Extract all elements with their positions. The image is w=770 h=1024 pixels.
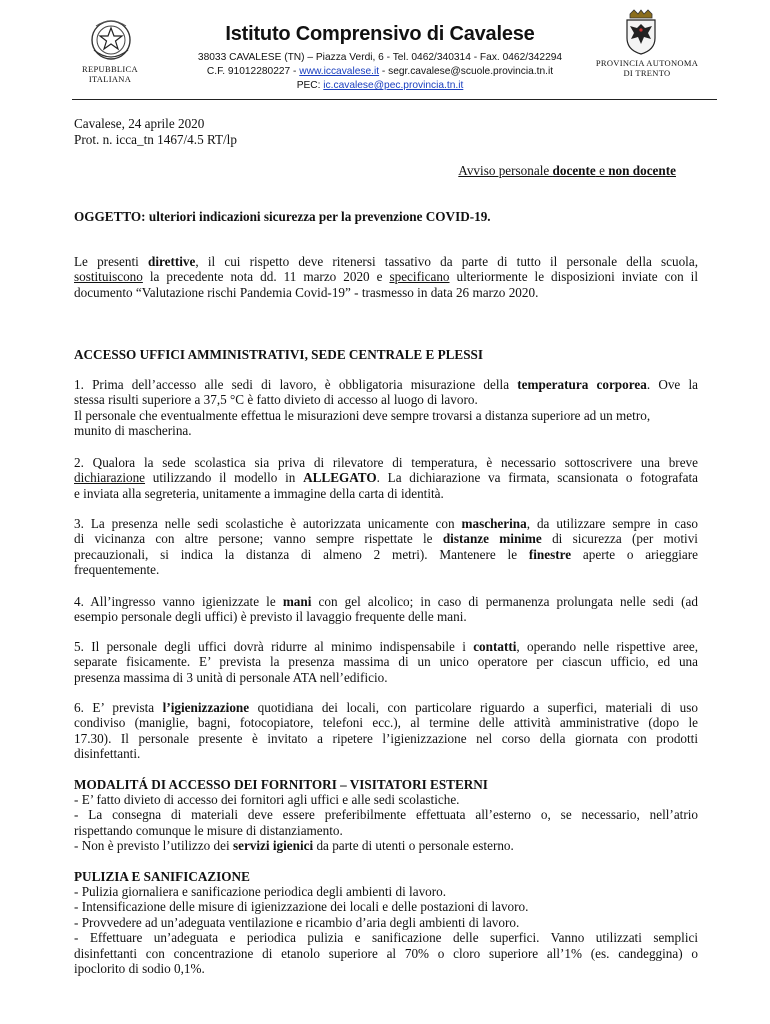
- section-title-suppliers: MODALITÁ DI ACCESSO DEI FORNITORI – VISITATORI ESTERNI: [74, 777, 488, 792]
- subject-line: OGGETTO: ulteriori indicazioni sicurezza per la prevenzione COVID-19.: [74, 209, 491, 224]
- paragraph-4: 4. All’ingresso vanno igienizzate le mani con gel alcolico; in caso di permanenza prolungata nelle sedi (ad esempio personale degli uffici) è previsto il lavaggio frequente delle mani.: [74, 594, 698, 625]
- paragraph-1: 1. Prima dell’accesso alle sedi di lavoro, è obbligatoria misurazione della temperatura corporea. Ove la stessa risulti superiore a 37,5 °C è fatto divieto di accesso al luogo di lavoro. Il personale che eventualmente effettua le misurazioni deve sempre trovarsi a distanza superiore ad un metro, munito di mascherina.: [74, 377, 699, 439]
- paragraph-2: 2. Qualora la sede scolastica sia priva di rilevatore di temperatura, è necessario sottoscrivere una breve dichiarazione utilizzando il modello in ALLEGATO. La dichiarazione va firmata, scansionata o fotografata e inviata alla segreteria, unitamente a immagine della carta di identità.: [74, 455, 698, 501]
- intro-paragraph: Le presenti direttive, il cui rispetto deve ritenersi tassativo da parte di tutto il personale della scuola, sostituiscono la precedente nota dd. 11 marzo 2020 e specificano ulteriormente le disposizioni inviate con il documento “Valutazione rischi Pandemia Covid-19” - trasmesso in data 26 marzo 2020.: [74, 254, 698, 300]
- section-title-cleaning: PULIZIA E SANIFICAZIONE: [74, 869, 250, 884]
- pec-line: PEC: ic.cavalese@pec.provincia.tn.it: [296, 80, 464, 91]
- section-title-access: ACCESSO UFFICI AMMINISTRATIVI, SEDE CENTRALE E PLESSI: [74, 347, 484, 362]
- date-line: Cavalese, 24 aprile 2020: [74, 116, 205, 131]
- trento-eagle-coat-of-arms-icon: [622, 8, 660, 56]
- italian-republic-emblem-icon: [88, 16, 134, 62]
- pec-email-link[interactable]: ic.cavalese@pec.provincia.tn.it: [323, 80, 464, 91]
- paragraph-3: 3. La presenza nelle sedi scolastiche è autorizzata unicamente con mascherina, da utilizzare sempre in caso di vicinanza con altre persone; vanno sempre rispettate le distanze minime di sicurezza (per motivi precauzionali, si indica la distanza di almeno 2 metri). Mantenere le finestre aperte o arieggiare frequentemente.: [74, 516, 698, 578]
- website-link[interactable]: www.iccavalese.it: [299, 66, 380, 77]
- address-line: 38033 CAVALESE (TN) – Piazza Verdi, 6 - Tel. 0462/340314 - Fax. 0462/342294: [197, 52, 563, 63]
- letterhead: [0, 0, 770, 102]
- republic-label: REPUBBLICA ITALIANA: [82, 64, 138, 84]
- protocol-number: Prot. n. icca_tn 1467/4.5 RT/lp: [74, 132, 237, 147]
- province-label: PROVINCIA AUTONOMA DI TRENTO: [595, 58, 699, 78]
- paragraph-6: 6. E’ prevista l’igienizzazione quotidiana dei locali, con particolare riguardo a superfici, materiali di uso condiviso (maniglie, bagni, fotocopiatore, telefoni ecc.), al termine delle attività amministrative (dopo le 17.30). Il personale presente è invitato a ripetere l’igienizzazione nel corso della giornata con prodotti disinfettanti.: [74, 700, 699, 762]
- contact-line: C.F. 91012280227 - www.iccavalese.it - segr.cavalese@scuole.provincia.tn.it: [206, 66, 554, 77]
- header-divider: [72, 99, 717, 100]
- cleaning-list: - Pulizia giornaliera e sanificazione periodica degli ambienti di lavoro. - Intensificazione delle misure di igienizzazione dei locali e delle postazioni di lavoro. - Provvedere ad un’adeguata ventilazione e ricambio d’aria degli ambienti di lavoro. - Effettuare un’adeguata e periodica pulizia e sanificazione delle superfici. Vanno utilizzati semplici disinfettanti con concentrazione di etanolo superiore al 70% o cloro superiore all’1% (es. candeggina) o ipoclorito di sodio 0,1%.: [74, 884, 698, 977]
- paragraph-5: 5. Il personale degli uffici dovrà ridurre al minimo indispensabile i contatti, operando nelle rispettive aree, separate fisicamente. E’ prevista la presenza massima di un unico operatore per ciascun ufficio, ed una presenza massima di 3 unità di personale ATA nell’edificio.: [74, 639, 698, 685]
- notice-recipients: Avviso personale docente e non docente: [458, 163, 676, 178]
- suppliers-list: - E’ fatto divieto di accesso dei fornitori agli uffici e alle sedi scolastiche. - La consegna di materiali deve essere preferibilmente effettuata all’esterno o, se necessario, nell’atrio rispettando comunque le misure di distanziamento. - Non è previsto l’utilizzo dei servizi igienici da parte di utenti o personale esterno.: [74, 792, 698, 854]
- school-name: Istituto Comprensivo di Cavalese: [225, 23, 535, 45]
